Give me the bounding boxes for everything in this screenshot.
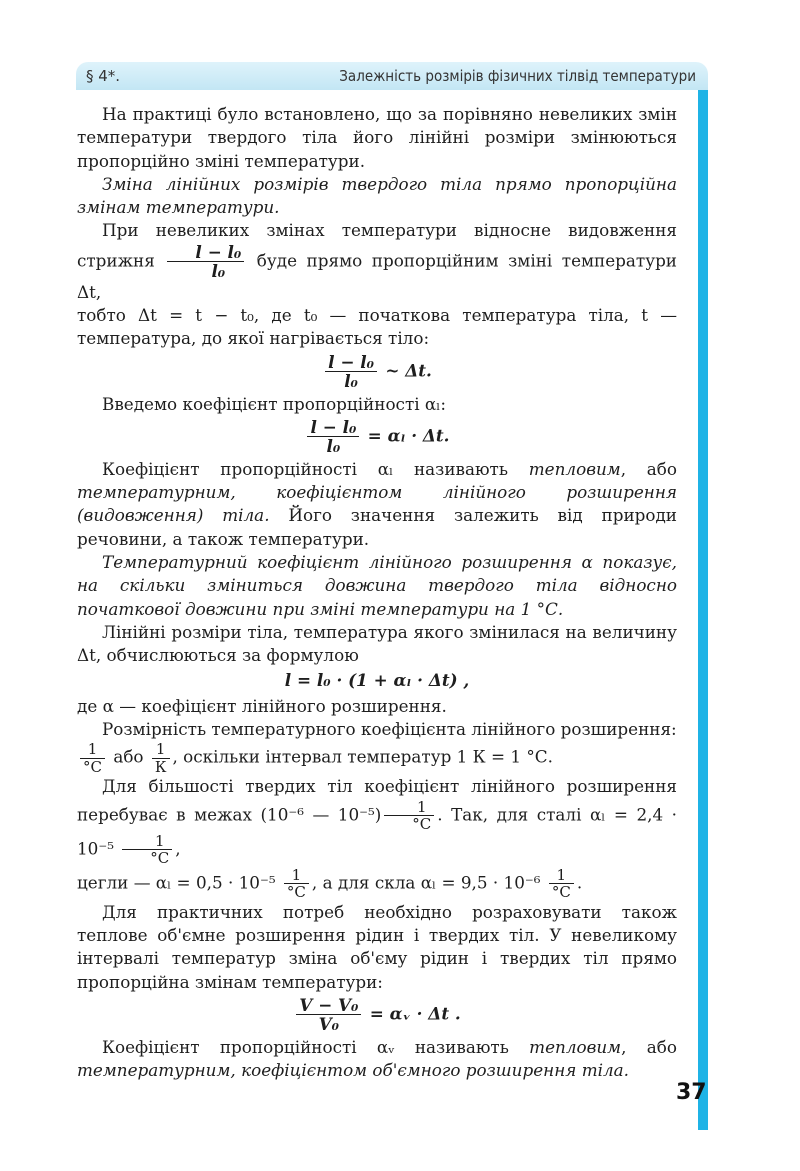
section-title: Залежність розмірів фізичних тілвід температури [339, 67, 696, 85]
relative-elongation-fraction: $\frac{\text{l − l₀}}{\text{l₀}}$ [167, 243, 244, 281]
paragraph: На практиці було встановлено, що за порівняно невеликих змін температури твердого тіла його лінійні розміри змінюються пропорційно зміні температури. [77, 104, 677, 171]
paragraph: Коефіцієнт пропорційності αᵥ називають тепловим, або температурним, коефіцієнтом об'ємного розширення тіла. [77, 1036, 677, 1081]
paragraph: Коефіцієнт пропорційності αₗ називають тепловим, або температурним, коефіцієнтом лінійного розширення (видовження) тіла. Його значення залежить від природи речовини, а також температури. [77, 458, 677, 549]
paragraph: Розмірність температурного коефіцієнта лінійного розширення: [102, 719, 677, 740]
running-header [76, 62, 708, 90]
law-statement: Температурний коефіцієнт лінійного розширення α показує, на скільки зміниться довжина твердого тіла відносно початкової довжини при зміні температури на 1 °С. [77, 551, 677, 619]
units-line: $\frac{1}{^\circ С}$ або $\frac{1}{К}$ , оскільки інтервал температур 1 К = 1 °С. [77, 741, 677, 775]
formula-proportional: $\frac{\text{l − l₀}}{\text{l₀}}$ ~ Δt. [77, 353, 677, 391]
page-number: 37 [676, 1080, 707, 1105]
formula-linear: l = l₀ · (1 + αₗ · Δt) , [284, 670, 470, 691]
section-number: § 4*. [86, 67, 121, 85]
paragraph: Лінійні розміри тіла, температура якого змінилася на величину Δt, обчислюються за формулою [77, 621, 677, 666]
paragraph: де α — коефіцієнт лінійного розширення. [77, 695, 447, 716]
paragraph: При невеликих змінах температури відносне видовження стрижня $\frac{\text{l − l₀}}{\text{l₀}}$ буде прямо пропорційним зміні температури Δt, [77, 220, 677, 302]
formula-alpha: $\frac{\text{l − l₀}}{\text{l₀}}$ = αₗ · Δt. [77, 418, 677, 456]
paragraph: Для практичних потреб необхідно розраховувати також теплове об'ємне розширення рідин і твердих тіл. У невеликому інтервалі температур зміна об'єму рідин і твердих тіл прямо пропорційна змінам температури: [77, 901, 677, 992]
paragraph: тобто Δt = t − t₀, де t₀ — початкова температура тіла, t — температура, до якої нагрівається тіло: [77, 305, 677, 349]
paragraph: цегли — αₗ = 0,5 · 10⁻⁵ $\frac{1}{^\circ С}$ , а для скла αₗ = 9,5 · 10⁻⁶ $\frac{1}{^\circ С}$ . [77, 865, 583, 902]
law-statement: Зміна лінійних розмірів твердого тіла прямо пропорційна змінам температури. [77, 173, 677, 218]
page-body [77, 103, 677, 1082]
paragraph: Для більшості твердих тіл коефіцієнт лінійного розширення перебуває в межах (10⁻⁶ — 10⁻⁵) $\frac{1}{^\circ С}$ . Так, для сталі αₗ = 2,4 · 10⁻⁵ $\frac{1}{^\circ С}$ , [77, 776, 677, 868]
paragraph: Введемо коефіцієнт пропорційності αₗ: [102, 393, 446, 414]
formula-volume: $\frac{\text{V − V₀}}{\text{V₀}}$ = αᵥ · Δt . [77, 996, 677, 1034]
side-accent-bar [698, 90, 708, 1130]
